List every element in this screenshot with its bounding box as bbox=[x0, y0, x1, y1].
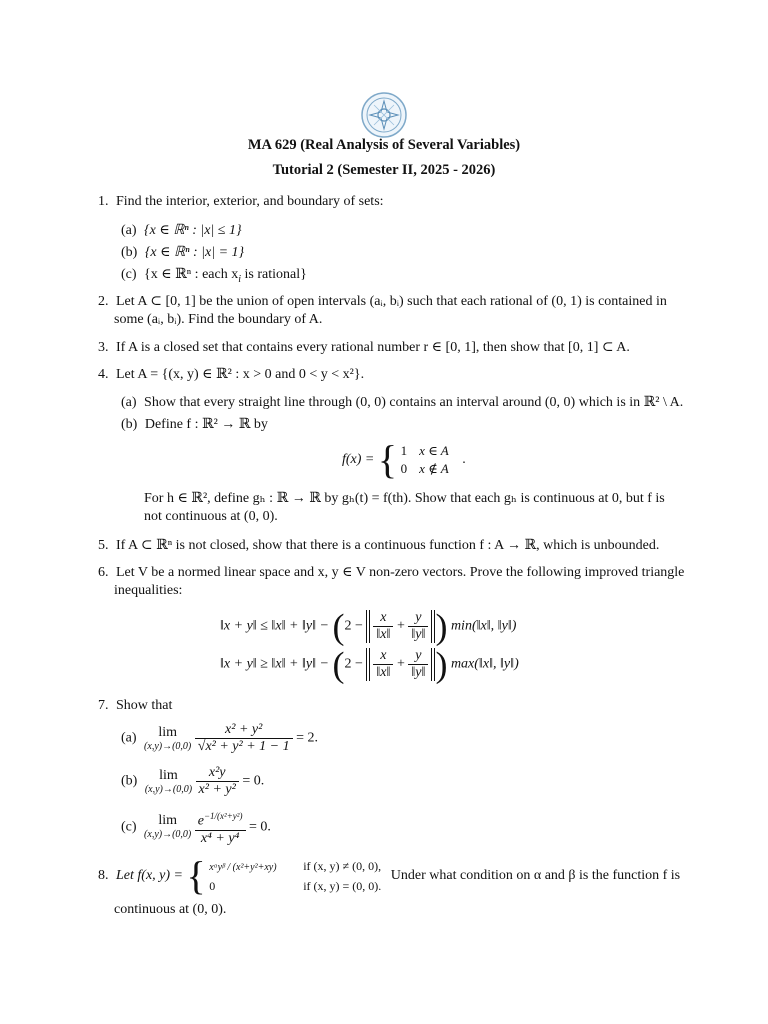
part-math: {x ∈ ℝⁿ : |x| = 1} bbox=[144, 245, 245, 260]
q4-part-a bbox=[121, 394, 683, 411]
q2-line2: some (aᵢ, bᵢ). Find the boundary of A. bbox=[114, 312, 323, 327]
lim-sub: (x,y)→(0,0) bbox=[144, 783, 193, 795]
question-number: 5. bbox=[98, 538, 109, 553]
q7-part-a: (a) lim (x,y)→(0,0) $\frac{\text{x² + y²}}{\text{√x² + y² + 1 − 1}}$ = 2. bbox=[121, 722, 319, 754]
exp-base: e bbox=[197, 813, 204, 829]
question-7 bbox=[98, 698, 172, 714]
q4-paragraph-line1: For h ∈ ℝ², define gₕ : ℝ → ℝ by gₕ(t) = f(th). Show that each gₕ is continuous at 0, but f is bbox=[144, 491, 665, 506]
q6-line2: inequalities: bbox=[114, 583, 183, 598]
question-6 bbox=[98, 564, 684, 581]
case-value: 0 bbox=[209, 879, 216, 893]
question-3 bbox=[98, 339, 630, 356]
question-number: 2. bbox=[98, 294, 109, 309]
part-label: (a) bbox=[121, 730, 137, 746]
part-text: Define f : ℝ² → ℝ by bbox=[144, 417, 268, 432]
plus: + bbox=[396, 656, 405, 672]
q4-part-b bbox=[121, 416, 268, 433]
question-number: 1. bbox=[98, 194, 109, 209]
part-label: (c) bbox=[121, 267, 137, 282]
frac-den: x² + y² bbox=[198, 782, 236, 797]
rhs: = 0. bbox=[242, 773, 265, 789]
q1-part-c bbox=[121, 266, 307, 285]
inequality-lhs: ‖x + y‖ ≤ ‖x‖ + ‖y‖ − bbox=[220, 618, 329, 634]
question-number: 3. bbox=[98, 340, 109, 355]
part-math-tail: is rational} bbox=[241, 267, 307, 282]
part-label: (b) bbox=[121, 417, 138, 432]
part-label: (b) bbox=[121, 245, 138, 260]
lim: lim bbox=[158, 724, 177, 740]
case-condition: if (x, y) ≠ (0, 0), bbox=[303, 859, 382, 873]
q1-part-a bbox=[121, 222, 242, 239]
frac-num: x bbox=[373, 610, 393, 627]
lim-sub: (x,y)→(0,0) bbox=[144, 740, 192, 752]
part-math: {x ∈ ℝⁿ : |x| ≤ 1} bbox=[144, 223, 242, 238]
inequality-1: ‖x + y‖ ≤ ‖x‖ + ‖y‖ − (2 − $\frac{x}{‖x‖}$ + $\frac{y}{‖y‖}$ ) min(‖x‖, ‖y‖) bbox=[220, 606, 517, 647]
sqrt-radicand: x² + y² + 1 bbox=[205, 739, 267, 754]
question-text: Find the interior, exterior, and boundary of sets: bbox=[116, 194, 384, 209]
question-text: Let V be a normed linear space and x, y ∈ V non-zero vectors. Prove the following improved triangle bbox=[116, 565, 685, 580]
equation-lhs: f(x) = bbox=[342, 452, 375, 468]
question-number: 7. bbox=[98, 698, 109, 713]
case-block bbox=[401, 442, 449, 478]
frac-den: ‖y‖ bbox=[411, 627, 426, 642]
piecewise-f: f(x) = { 1 x ∈ A 0 x ∉ A . bbox=[342, 437, 466, 482]
frac-num: x bbox=[373, 648, 393, 665]
inequality-lhs: ‖x + y‖ ≥ ‖x‖ + ‖y‖ − bbox=[220, 656, 329, 672]
question-text: Show that bbox=[116, 698, 173, 713]
question-text: Let A = {(x, y) ∈ ℝ² : x > 0 and 0 < y < x²}. bbox=[116, 367, 365, 382]
page-subtitle: Tutorial 2 (Semester II, 2025 - 2026) bbox=[272, 162, 496, 178]
period: . bbox=[462, 452, 466, 468]
exp-power: −1/(x²+y²) bbox=[203, 811, 243, 821]
lim: lim bbox=[158, 813, 177, 829]
question-text: Under what condition on α and β is the function f is bbox=[390, 868, 681, 883]
lim-sub: (x,y)→(0,0) bbox=[144, 829, 192, 841]
case-value: xᵅyᵝ / (x²+y²+xy) bbox=[209, 862, 277, 873]
case-condition: x ∈ A bbox=[419, 443, 449, 458]
case-value: 0 bbox=[400, 461, 408, 476]
subscript: i bbox=[238, 273, 241, 285]
question-number: 8. bbox=[98, 868, 109, 883]
case-block bbox=[209, 857, 381, 895]
q7-part-c bbox=[121, 808, 271, 847]
question-1 bbox=[98, 194, 384, 210]
rhs: = 0. bbox=[249, 819, 271, 835]
frac-num: x²y bbox=[196, 765, 239, 782]
frac-den: ‖x‖ bbox=[376, 627, 391, 642]
part-label: (a) bbox=[121, 395, 137, 410]
page-title: MA 629 (Real Analysis of Several Variables) bbox=[247, 137, 521, 153]
question-8: 8. Let f(x, y) = { xᵅyᵝ / (x²+y²+xy) if (x, y) ≠ (0, 0), 0 if (x, y) = (0, 0). Under what condition on α and β is the function f is bbox=[98, 853, 681, 898]
frac-num: y bbox=[408, 610, 428, 627]
question-5 bbox=[98, 537, 659, 554]
lim: lim bbox=[159, 767, 178, 783]
q4-paragraph-line2: not continuous at (0, 0). bbox=[144, 509, 278, 524]
question-4 bbox=[98, 366, 364, 383]
part-label: (c) bbox=[121, 819, 137, 835]
inequality-rhs: max(‖x‖, ‖y‖) bbox=[450, 656, 519, 672]
part-label: (b) bbox=[121, 773, 138, 789]
plus: + bbox=[396, 618, 405, 634]
two-minus: 2 − bbox=[344, 656, 363, 672]
question-text: If A is a closed set that contains every rational number r ∈ [0, 1], then show that [0, 1] ⊂ A. bbox=[116, 340, 630, 355]
case-condition: x ∉ A bbox=[419, 461, 449, 476]
question-text: Let A ⊂ [0, 1] be the union of open intervals (aᵢ, bᵢ) such that each rational of (0, 1) is contained in bbox=[116, 294, 667, 309]
case-condition: if (x, y) = (0, 0). bbox=[303, 879, 382, 893]
part-label: (a) bbox=[121, 223, 137, 238]
question-text: If A ⊂ ℝⁿ is not closed, show that there is a continuous function f : A → ℝ, which is unbounded. bbox=[116, 538, 660, 553]
q7-part-b bbox=[121, 765, 264, 798]
case-value: 1 bbox=[400, 443, 408, 458]
q8-line2: continuous at (0, 0). bbox=[114, 902, 227, 917]
two-minus: 2 − bbox=[344, 618, 363, 634]
q1-part-b bbox=[121, 244, 244, 261]
part-math: {x ∈ ℝⁿ : each x bbox=[144, 267, 239, 282]
frac-den: ‖x‖ bbox=[376, 665, 391, 680]
rhs: = 2. bbox=[296, 730, 319, 746]
equation-lhs: Let f(x, y) = bbox=[116, 868, 183, 883]
inequality-2: ‖x + y‖ ≥ ‖x‖ + ‖y‖ − (2 − $\frac{x}{‖x‖}$ + $\frac{y}{‖y‖}$ ) max(‖x‖, ‖y‖) bbox=[220, 644, 519, 685]
institute-seal-icon bbox=[361, 92, 407, 138]
frac-num: x² + y² bbox=[195, 722, 293, 739]
frac-num: y bbox=[408, 648, 428, 665]
frac-den: x⁴ + y⁴ bbox=[200, 830, 240, 846]
question-2 bbox=[98, 293, 667, 310]
part-text: Show that every straight line through (0, 0) contains an interval around (0, 0) which is in ℝ² \ A. bbox=[144, 395, 684, 410]
frac-den: ‖y‖ bbox=[411, 665, 426, 680]
den-tail: − 1 bbox=[266, 739, 290, 754]
question-number: 4. bbox=[98, 367, 109, 382]
question-number: 6. bbox=[98, 565, 109, 580]
inequality-rhs: min(‖x‖, ‖y‖) bbox=[450, 618, 517, 634]
